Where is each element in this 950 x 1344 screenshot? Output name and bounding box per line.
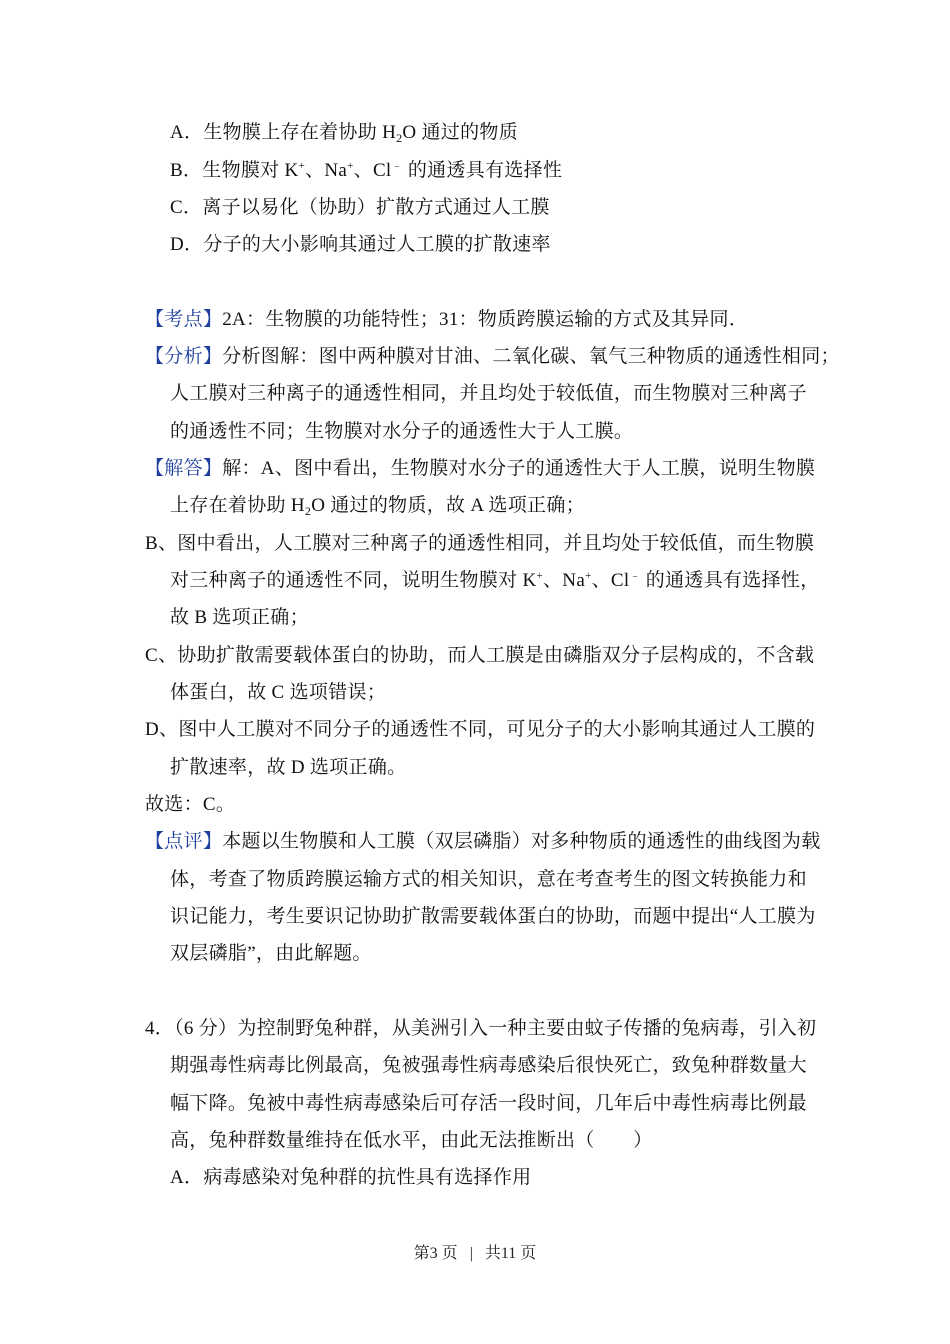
q4-line-4: 高，兔种群数量维持在低水平，由此无法推断出（ ） [170, 1130, 653, 1151]
dianping-line-4: 双层磷脂”，由此解题。 [170, 943, 372, 964]
jieda-b-line-3: 故 B 选项正确； [170, 607, 309, 628]
jieda-d-line-2: 扩散速率，故 D 选项正确。 [170, 757, 407, 778]
option-text-end: O 通过的物质 [402, 122, 518, 143]
superscript: ﹣ [391, 160, 403, 172]
kaodian-tag: 【考点】 [145, 309, 223, 330]
page-footer [0, 1244, 950, 1264]
option-label: A． [170, 122, 204, 143]
superscript: ﹣ [629, 570, 641, 582]
jieda-d-line-1: D、图中人工膜对不同分子的通透性不同，可见分子的大小影响其通过人工膜的 [145, 719, 816, 740]
option-text: 、Na [305, 160, 348, 181]
option-label: B． [170, 160, 203, 181]
jieda-text-end: 的通透具有选择性， [640, 570, 820, 591]
superscript: + [347, 160, 354, 172]
fenxi-line-3: 的通透性不同；生物膜对水分子的通透性大于人工膜。 [170, 421, 634, 442]
dianping-text: 本题以生物膜和人工膜（双层磷脂）对多种物质的通透性的曲线图为载 [222, 831, 821, 852]
q3-option-a [170, 121, 518, 145]
option-text: 生物膜对 K [202, 160, 299, 181]
jieda-line-2 [170, 494, 585, 518]
jieda-b-line-1: B、图中看出，人工膜对三种离子的通透性相同，并且均处于较低值，而生物膜 [145, 533, 815, 554]
option-text: 分子的大小影响其通过人工膜的扩散速率 [203, 234, 551, 255]
subscript: 2 [304, 504, 312, 518]
jieda-tag: 【解答】 [145, 458, 223, 479]
q4-line-1: 4．（6 分）为控制野兔种群，从美洲引入一种主要由蚊子传播的兔病毒，引入初 [145, 1018, 817, 1039]
option-label: C． [170, 197, 203, 218]
kaodian-line [145, 308, 748, 332]
jieda-text: 、Cl [591, 570, 630, 591]
dianping-line-1 [145, 830, 821, 854]
footer-separator: | [469, 1245, 473, 1262]
fenxi-line-1 [145, 345, 840, 369]
dianping-line-3: 识记能力，考生要识记协助扩散需要载体蛋白的协助，而题中提出“人工膜为 [170, 906, 816, 927]
option-text: 生物膜上存在着协助 H [203, 122, 397, 143]
jieda-c-line-1: C、协助扩散需要载体蛋白的协助，而人工膜是由磷脂双分子层构成的，不含载 [145, 645, 815, 666]
option-label: D． [170, 234, 204, 255]
jieda-text-end: O 通过的物质，故 A 选项正确； [311, 495, 585, 516]
superscript: + [536, 570, 543, 582]
page-total: 共11 页 [484, 1245, 537, 1262]
fenxi-line-2: 人工膜对三种离子的通透性相同，并且均处于较低值，而生物膜对三种离子 [170, 383, 807, 404]
jieda-answer: 故选：C。 [145, 794, 236, 815]
jieda-text: 、Na [543, 570, 586, 591]
fenxi-tag: 【分析】 [145, 346, 223, 367]
dianping-tag: 【点评】 [145, 831, 223, 852]
subscript: 2 [396, 131, 403, 145]
jieda-b-line-2 [170, 569, 820, 593]
superscript: + [585, 570, 592, 582]
jieda-text: 解：A、图中看出，生物膜对水分子的通透性大于人工膜，说明生物膜 [222, 458, 816, 479]
option-text: 离子以易化（协助）扩散方式通过人工膜 [202, 197, 550, 218]
jieda-c-line-2: 体蛋白，故 C 选项错误； [170, 682, 387, 703]
option-text: 、Cl [353, 160, 392, 181]
q4-option-a: A．病毒感染对兔种群的抗性具有选择作用 [170, 1167, 532, 1188]
q4-line-3: 幅下降。兔被中毒性病毒感染后可存活一段时间，几年后中毒性病毒比例最 [170, 1093, 807, 1114]
page-number: 第3 页 [413, 1245, 458, 1262]
dianping-line-2: 体，考查了物质跨膜运输方式的相关知识，意在考查考生的图文转换能力和 [170, 869, 807, 890]
jieda-text: 上存在着协助 H [170, 495, 305, 516]
jieda-text: 对三种离子的通透性不同，说明生物膜对 K [170, 570, 537, 591]
q3-option-c [170, 196, 550, 220]
option-text-end: 的通透具有选择性 [402, 160, 563, 181]
q3-option-d [170, 233, 551, 257]
q4-line-2: 期强毒性病毒比例最高，兔被强毒性病毒感染后很快死亡，致兔种群数量大 [170, 1055, 807, 1076]
jieda-line-1 [145, 457, 815, 481]
superscript: + [298, 160, 306, 172]
kaodian-text: 2A：生物膜的功能特性；31：物质跨膜运输的方式及其异同． [222, 309, 749, 330]
q3-option-b [170, 159, 562, 183]
fenxi-text: 分析图解：图中两种膜对甘油、二氧化碳、氧气三种物质的通透性相同； [222, 346, 840, 367]
